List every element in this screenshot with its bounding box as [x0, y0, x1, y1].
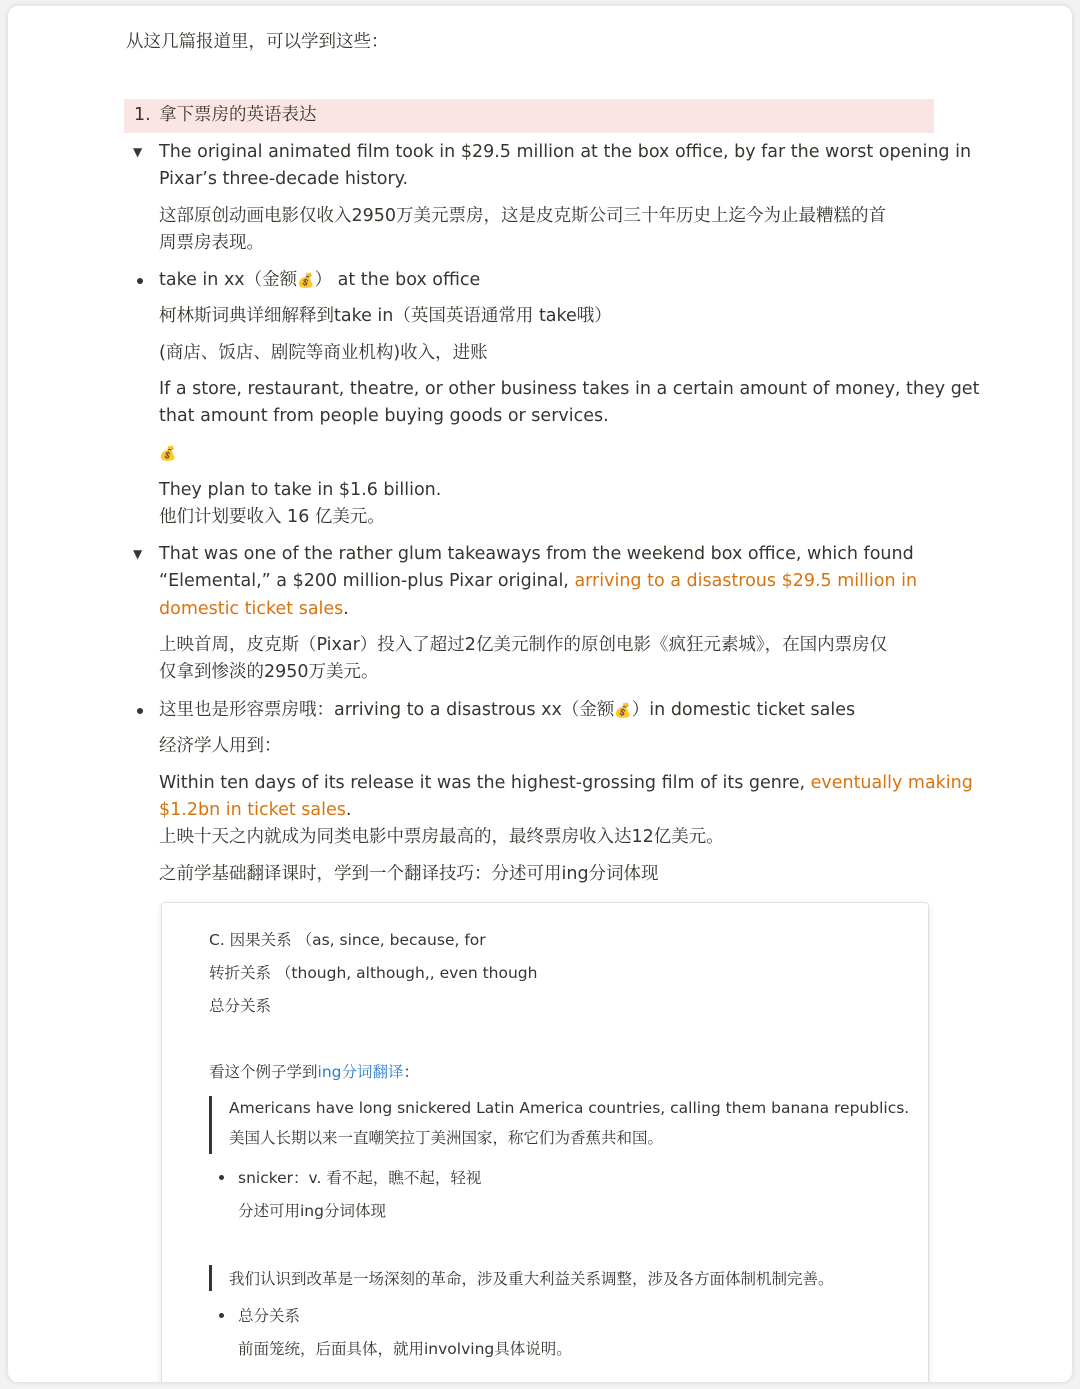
money-bag-icon: [159, 440, 176, 468]
economist-highlight-cont: $1.2bn in ticket sales: [159, 800, 346, 820]
collins-note: 柯林斯词典详细解释到take in（英国英语通常用 take哦）: [159, 306, 612, 326]
bullet-dot: [219, 1175, 224, 1180]
bullet1-text-b: ） at the box office: [314, 270, 481, 290]
quote-bar: [209, 1265, 212, 1291]
quote2: 我们认识到改革是一场深刻的革命，涉及重大利益关系调整，涉及各方面体制机制完善。: [229, 1270, 834, 1288]
block2-period: .: [343, 599, 349, 619]
quote1-en: Americans have long snickered Latin America countries, calling them banana republics.: [229, 1099, 910, 1117]
bullet-dot: [137, 708, 143, 714]
toggle-triangle-icon[interactable]: ▼: [133, 547, 143, 561]
quote-bar: [209, 1096, 212, 1154]
example-cn: 他们计划要收入 16 亿美元。: [159, 507, 385, 527]
card-example-intro: [209, 1060, 419, 1084]
bullet2-text-a: 这里也是形容票房哦：arriving to a disastrous xx（金额: [159, 700, 615, 720]
block2-line2: [159, 568, 917, 595]
block2-line1: That was one of the rather glum takeaways from the weekend box office, which found: [159, 544, 914, 564]
block2-highlight: arriving to a disastrous $29.5 million in: [574, 571, 918, 591]
block2-highlight-cont: domestic ticket sales: [159, 599, 344, 619]
bullet-dot: [137, 278, 143, 284]
example-en: They plan to take in $1.6 billion.: [159, 480, 442, 500]
section-heading: 拿下票房的英语表达: [159, 105, 317, 125]
block2-line3: [159, 596, 349, 623]
economist-line2: [159, 797, 351, 824]
card-bullet1: snicker：v. 看不起，瞧不起，轻视: [238, 1169, 482, 1187]
translation-tip: 之前学基础翻译课时，学到一个翻译技巧：分述可用ing分词体现: [159, 864, 659, 884]
bullet-dot: [219, 1313, 224, 1318]
block2-translation-line1: 上映首周，皮克斯（Pixar）投入了超过2亿美元制作的原创电影《疯狂元素城》，在国内票房仅: [159, 635, 888, 655]
bullet1-text: [159, 267, 480, 295]
definition-en-line1: If a store, restaurant, theatre, or other business takes in a certain amount of money, they get: [159, 379, 980, 399]
bullet1-text-a: take in xx（金额: [159, 270, 298, 290]
card-bullet2-sub: 前面笼统，后面具体，就用involving具体说明。: [238, 1340, 572, 1358]
block2-line2-text: “Elemental,” a $200 million-plus Pixar original,: [159, 571, 575, 591]
block1-translation-line2: 周票房表现。: [159, 233, 264, 253]
money-bag-icon: 💰: [614, 703, 632, 719]
intro-text: 从这几篇报道里，可以学到这些：: [126, 32, 389, 52]
card-line3: 总分关系: [209, 997, 272, 1015]
block1-sentence-line2: Pixar’s three-decade history.: [159, 169, 409, 189]
bullet2-text: [159, 697, 855, 725]
list-number: 1.: [134, 105, 151, 125]
economist-line1: [159, 770, 973, 797]
card-bullet2: 总分关系: [238, 1307, 301, 1325]
bullet2-text-b: ）in domestic ticket sales: [631, 700, 856, 720]
money-bag-icon: 💰: [297, 273, 315, 289]
economist-cn: 上映十天之内就成为同类电影中票房最高的，最终票房收入达12亿美元。: [159, 827, 724, 847]
block1-sentence-line1: The original animated film took in $29.5 million at the box office, by far the worst opening in: [159, 142, 972, 162]
economist-line1-text: Within ten days of its release it was the highest-grossing film of its genre,: [159, 773, 811, 793]
money-bag-emoji: 💰: [159, 446, 177, 462]
card-intro-colon: ：: [403, 1063, 420, 1081]
embedded-note-card: [162, 903, 928, 1382]
card-bullet1-sub: 分述可用ing分词体现: [238, 1202, 386, 1220]
definition-cn: (商店、饭店、剧院等商业机构)收入，进账: [159, 343, 488, 363]
block2-translation-line2: 仅拿到惨淡的2950万美元。: [159, 662, 379, 682]
card-line2: 转折关系 （though, although,, even though: [209, 964, 538, 982]
economist-highlight: eventually making: [810, 773, 973, 793]
ing-translation-link[interactable]: ing分词翻译: [317, 1063, 404, 1081]
economist-period: .: [345, 800, 352, 820]
toggle-triangle-icon[interactable]: ▼: [133, 145, 143, 159]
economist-note: 经济学人用到：: [159, 736, 282, 756]
document-page: [8, 6, 1072, 1382]
card-line1: C. 因果关系 （as, since, because, for: [209, 931, 486, 949]
definition-en-line2: that amount from people buying goods or services.: [159, 406, 609, 426]
quote1-cn: 美国人长期以来一直嘲笑拉丁美洲国家，称它们为香蕉共和国。: [229, 1129, 664, 1147]
block1-translation-line1: 这部原创动画电影仅收入2950万美元票房，这是皮克斯公司三十年历史上迄今为止最糟糕的首: [159, 206, 887, 226]
card-intro-text: 看这个例子学到: [209, 1063, 318, 1081]
